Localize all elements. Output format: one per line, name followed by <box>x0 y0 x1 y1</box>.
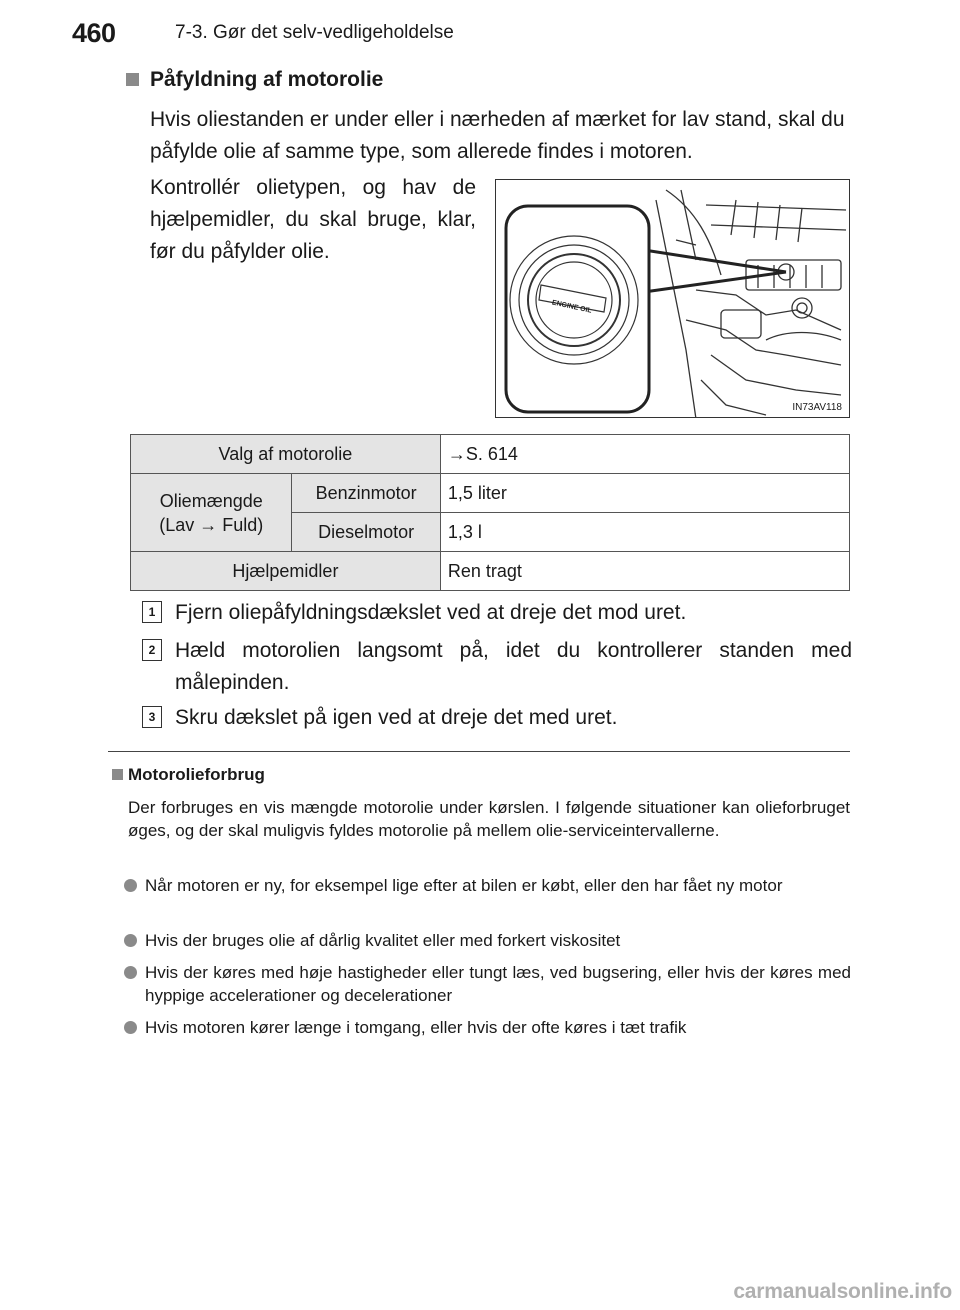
step-item <box>142 597 852 629</box>
list-item-text: Hvis der bruges olie af dårlig kvalitet eller med forkert viskositet <box>145 931 621 950</box>
oil-quantity-sub: (Lav → Fuld) <box>159 514 264 535</box>
step-item <box>142 635 852 699</box>
engine-oil-cap-figure <box>495 179 850 418</box>
square-bullet-icon <box>112 769 123 780</box>
list-item-text: Hvis der køres med høje hastigheder eller tungt læs, ved bugsering, eller hvis der køres med hyppige accelerationer og decelerationer <box>145 963 851 1005</box>
circle-bullet-icon <box>124 879 137 892</box>
table-cell-value: Ren tragt <box>440 552 849 591</box>
table-cell-value: 1,5 liter <box>440 474 849 513</box>
step-number: 1 <box>142 601 162 623</box>
step-text: Skru dækslet på igen ved at dreje det med uret. <box>175 706 618 729</box>
table-row <box>131 474 850 513</box>
table-cell-label: Valg af motorolie <box>131 435 441 474</box>
table-cell-label: Hjælpemidler <box>131 552 441 591</box>
oil-quantity-label: Oliemængde <box>159 490 263 511</box>
list-item <box>124 874 851 897</box>
list-item-text: Når motoren er ny, for eksempel lige efter at bilen er købt, eller den har fået ny motor <box>145 876 783 895</box>
step-item <box>142 702 852 734</box>
list-item-text: Hvis motoren kører længe i tomgang, eller hvis der ofte køres i tæt trafik <box>145 1018 687 1037</box>
table-row <box>131 552 850 591</box>
section-title: 7-3. Gør det selv-vedligeholdelse <box>175 22 454 43</box>
table-row <box>131 435 850 474</box>
figure-code: IN73AV118 <box>792 402 842 413</box>
consumption-paragraph: Der forbruges en vis mængde motorolie under kørslen. I følgende situationer kan olieforbruget øges, og der skal muligvis fyldes motorolie på mellem olie-serviceintervallerne. <box>128 798 850 840</box>
section-heading: Påfyldning af motorolie <box>150 68 384 91</box>
engine-oil-cap-label: ENGINE OIL <box>551 299 593 315</box>
square-bullet-icon <box>126 73 139 86</box>
table-cell-value: 1,3 l <box>440 513 849 552</box>
table-cell-value: →S. 614 <box>440 435 849 474</box>
step-number: 3 <box>142 706 162 728</box>
step-text: Hæld motorolien langsomt på, idet du kontrollerer standen med målepinden. <box>175 639 852 694</box>
divider <box>108 751 850 752</box>
step-text: Fjern oliepåfyldningsdækslet ved at dreje det mod uret. <box>175 601 687 624</box>
page-number: 460 <box>72 18 116 48</box>
oil-quantity-cell <box>131 474 292 552</box>
circle-bullet-icon <box>124 934 137 947</box>
circle-bullet-icon <box>124 1021 137 1034</box>
oil-spec-table <box>130 434 850 591</box>
list-item <box>124 1016 851 1039</box>
subsection-heading: Motorolieforbrug <box>128 765 265 784</box>
intro-paragraph: Hvis oliestanden er under eller i nærheden af mærket for lav stand, skal du påfylde olie af samme type, som allerede findes i motoren. <box>150 108 845 163</box>
check-paragraph: Kontrollér olietypen, og hav de hjælpemidler, du skal bruge, klar, før du påfylder olie. <box>150 176 476 263</box>
table-cell-label: Dieselmotor <box>292 513 440 552</box>
watermark: carmanualsonline.info <box>733 1280 952 1303</box>
table-cell-label: Benzinmotor <box>292 474 440 513</box>
list-item <box>124 929 851 952</box>
list-item <box>124 961 851 1007</box>
circle-bullet-icon <box>124 966 137 979</box>
engine-bay-illustration <box>496 180 850 418</box>
step-number: 2 <box>142 639 162 661</box>
